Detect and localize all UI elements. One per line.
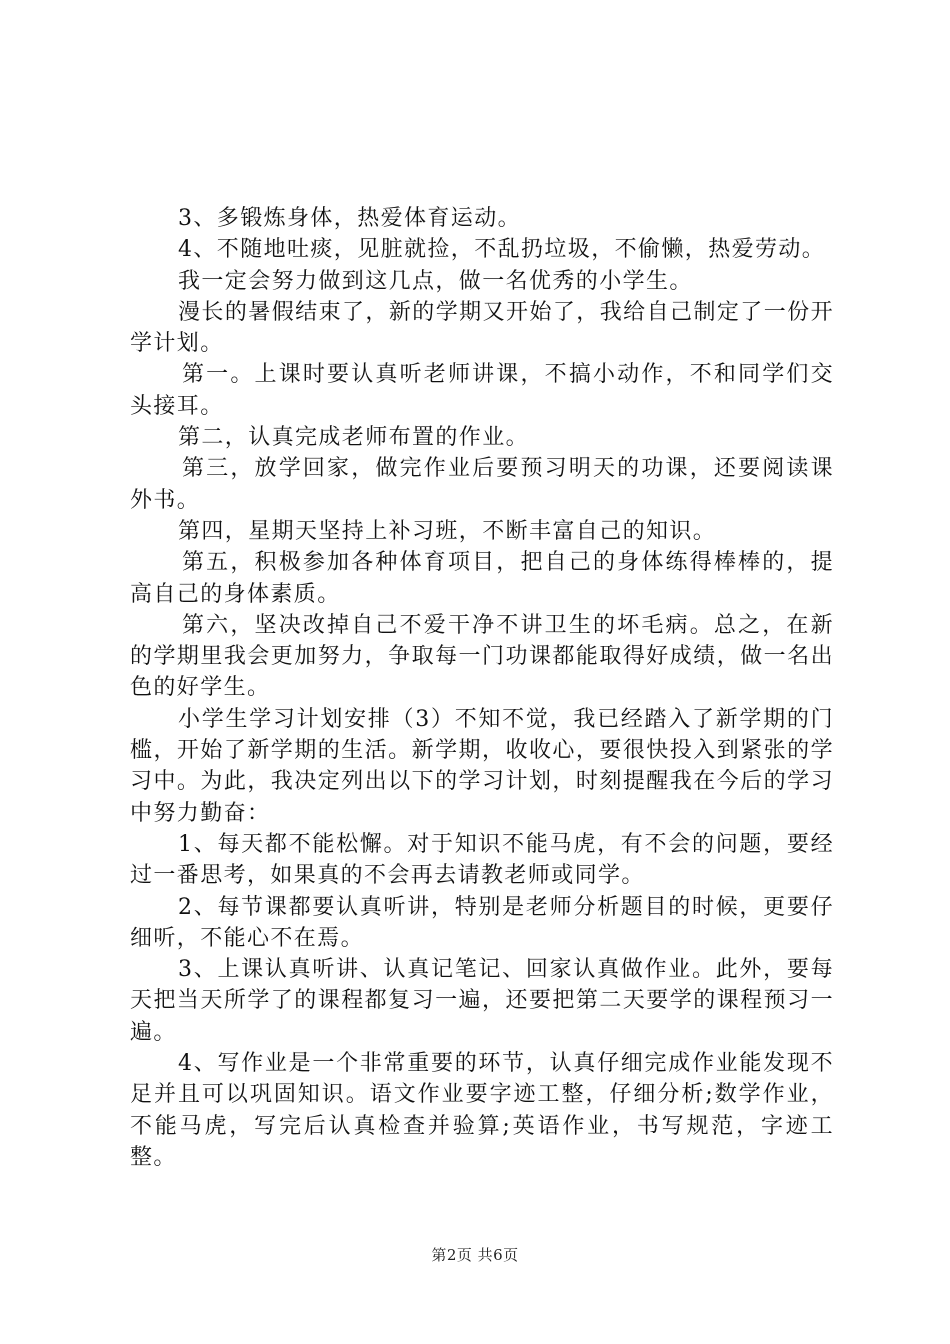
- paragraph: 小学生学习计划安排（3）不知不觉，我已经踏入了新学期的门槛，开始了新学期的生活。新学期，收收心，要很快投入到紧张的学习中。为此，我决定列出以下的学习计划，时刻提醒我在今后的学习中努力勤奋：: [130, 706, 834, 826]
- paragraph: 1、每天都不能松懈。对于知识不能马虎，有不会的问题，要经过一番思考，如果真的不会再去请教老师或同学。: [130, 831, 834, 889]
- paragraph: 3、多锻炼身体，热爱体育运动。: [178, 206, 521, 231]
- document-body: [130, 203, 834, 1173]
- paragraph: 4、不随地吐痰，见脏就捡，不乱扔垃圾，不偷懒，热爱劳动。: [178, 237, 826, 263]
- paragraph: 漫长的暑假结束了，新的学期又开始了，我给自己制定了一份开学计划。: [130, 299, 834, 357]
- paragraph: 我一定会努力做到这几点，做一名优秀的小学生。: [178, 268, 693, 294]
- paragraph: 2、每节课都要认真听讲，特别是老师分析题目的时候，更要仔细听，不能心不在焉。: [130, 894, 834, 951]
- paragraph: 第一。上课时要认真听老师讲课，不搞小动作，不和同学们交头接耳。: [130, 362, 834, 419]
- paragraph: 第五，积极参加各种体育项目，把自己的身体练得棒棒的，提高自己的身体素质。: [130, 550, 834, 607]
- paragraph: 第六，坚决改掉自己不爱干净不讲卫生的坏毛病。总之，在新的学期里我会更加努力，争取每一门功课都能取得好成绩，做一名出色的好学生。: [130, 612, 834, 701]
- paragraph: 3、上课认真听讲、认真记笔记、回家认真做作业。此外，要每天把当天所学了的课程都复习一遍，还要把第二天要学的课程预习一遍。: [130, 957, 834, 1045]
- paragraph: 4、写作业是一个非常重要的环节，认真仔细完成作业能发现不足并且可以巩固知识。语文作业要字迹工整，仔细分析;数学作业，不能马虎，写完后认真检查并验算;英语作业，书写规范，字迹工整。: [130, 1051, 834, 1170]
- paragraph: 第三，放学回家，做完作业后要预习明天的功课，还要阅读课外书。: [130, 456, 834, 513]
- paragraph: 第二，认真完成老师布置的作业。: [178, 425, 530, 451]
- paragraph: 第四，星期天坚持上补习班，不断丰富自己的知识。: [178, 518, 717, 544]
- page-number-footer: 第2页 共6页: [431, 1246, 519, 1264]
